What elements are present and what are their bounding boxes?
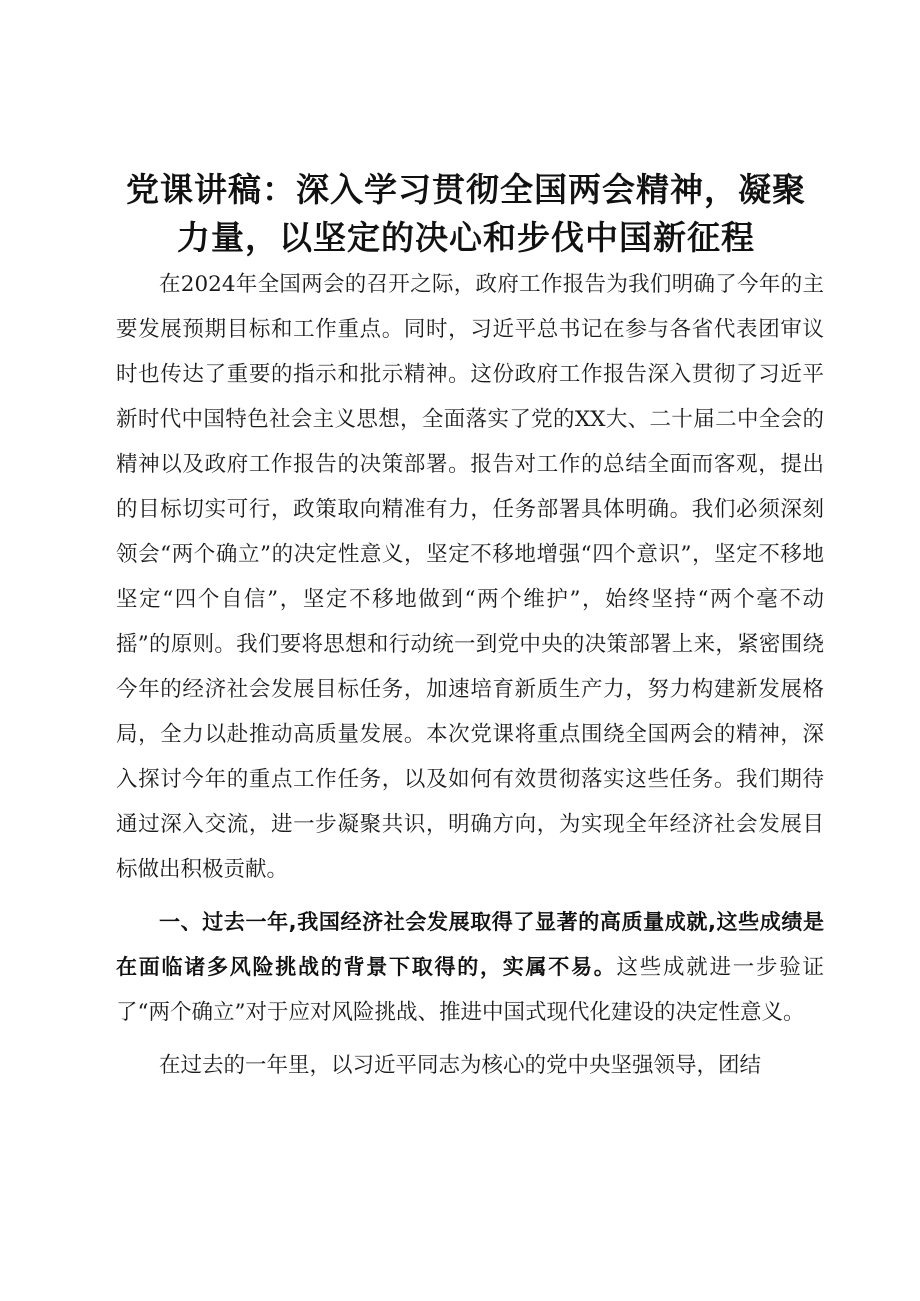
document-title xyxy=(110,166,822,262)
section-one-paragraph xyxy=(116,900,824,1035)
paragraph-text: 在过去的一年里，以习近平同志为核心的党中央坚强领导，团结 xyxy=(159,1053,762,1078)
intro-paragraph xyxy=(116,262,824,892)
paragraph-text: 这些成就进一步验证了“两个确立”对于应对风险挑战、推进中国式现代化建设的决定性意义。 xyxy=(116,955,824,1025)
document-body xyxy=(116,262,824,1088)
body-paragraph xyxy=(116,1043,824,1088)
paragraph-text: 在2024年全国两会的召开之际，政府工作报告为我们明确了今年的主要发展预期目标和工作重点。同时，习近平总书记在参与各省代表团审议时也传达了重要的指示和批示精神。这份政府工作报告深入贯彻了习近平新时代中国特色社会主义思想，全面落实了党的XX大、二十届二中全会的精神以及政府工作报告的决策部署。报告对工作的总结全面而客观，提出的目标切实可行，政策取向精准有力，任务部署具体明确。我们必须深刻领会“两个确立”的决定性意义，坚定不移地增强“四个意识”，坚定不移地坚定“四个自信”，坚定不移地做到“两个维护”，始终坚持“两个毫不动摇”的原则。我们要将思想和行动统一到党中央的决策部署上来，紧密围绕今年的经济社会发展目标任务，加速培育新质生产力，努力构建新发展格局，全力以赴推动高质量发展。本次党课将重点围绕全国两会的精神，深入探讨今年的重点工作任务，以及如何有效贯彻落实这些任务。我们期待通过深入交流，进一步凝聚共识，明确方向，为实现全年经济社会发展目标做出积极贡献。 xyxy=(116,272,824,882)
title-line-2: 力量，以坚定的决心和步伐中国新征程 xyxy=(177,218,755,257)
title-line-1: 党课讲稿：深入学习贯彻全国两会精神，凝聚 xyxy=(126,170,806,209)
section-heading: 一、过去一年,我国经济社会发展取得了显著的高质量成就,这些成绩是在面临诸多风险挑战的背景下取得的，实属不易。 xyxy=(116,910,824,979)
